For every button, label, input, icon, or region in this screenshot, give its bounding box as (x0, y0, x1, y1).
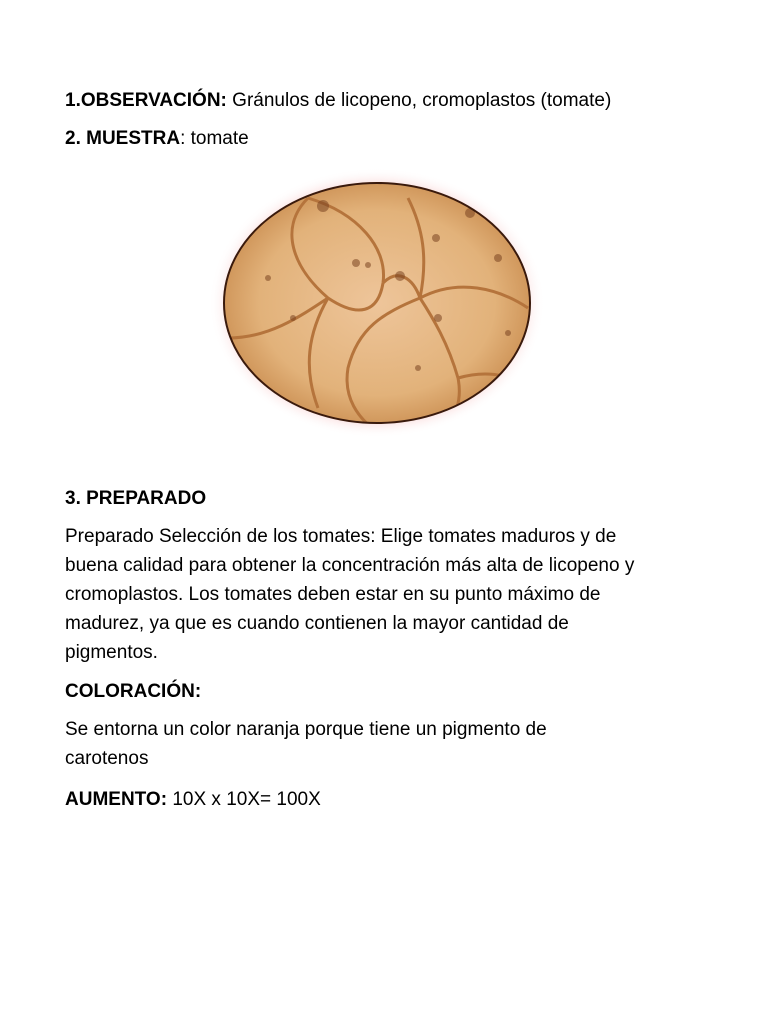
preparado-line: pigmentos. (65, 642, 158, 663)
coloracion-line: carotenos (65, 748, 149, 769)
preparado-line: madurez, ya que es cuando contienen la mayor cantidad de (65, 613, 569, 634)
muestra-label: 2. MUESTRA (65, 128, 181, 149)
observacion-value: Gránulos de licopeno, cromoplastos (tomate) (226, 90, 612, 111)
preparado-paragraph (65, 522, 715, 667)
tomato-cells-micrograph (208, 168, 546, 438)
coloracion-heading: COLORACIÓN: (65, 681, 202, 702)
coloracion-paragraph (65, 715, 715, 773)
preparado-line: buena calidad para obtener la concentración más alta de licopeno y (65, 555, 635, 576)
aumento-value: 10X x 10X= 100X (167, 789, 321, 810)
aumento-label: AUMENTO: (65, 789, 168, 810)
observacion-label: 1.OBSERVACIÓN: (65, 90, 227, 111)
preparado-heading: 3. PREPARADO (65, 488, 207, 509)
preparado-line: cromoplastos. Los tomates deben estar en su punto máximo de (65, 584, 601, 605)
coloracion-line: Se entorna un color naranja porque tiene un pigmento de (65, 719, 547, 740)
muestra-value: : tomate (180, 128, 249, 149)
preparado-line: Preparado Selección de los tomates: Elige tomates maduros y de (65, 526, 617, 547)
aumento-line (65, 788, 321, 812)
micrograph-field (224, 183, 530, 423)
muestra-line (65, 127, 249, 151)
observacion-line (65, 89, 611, 113)
